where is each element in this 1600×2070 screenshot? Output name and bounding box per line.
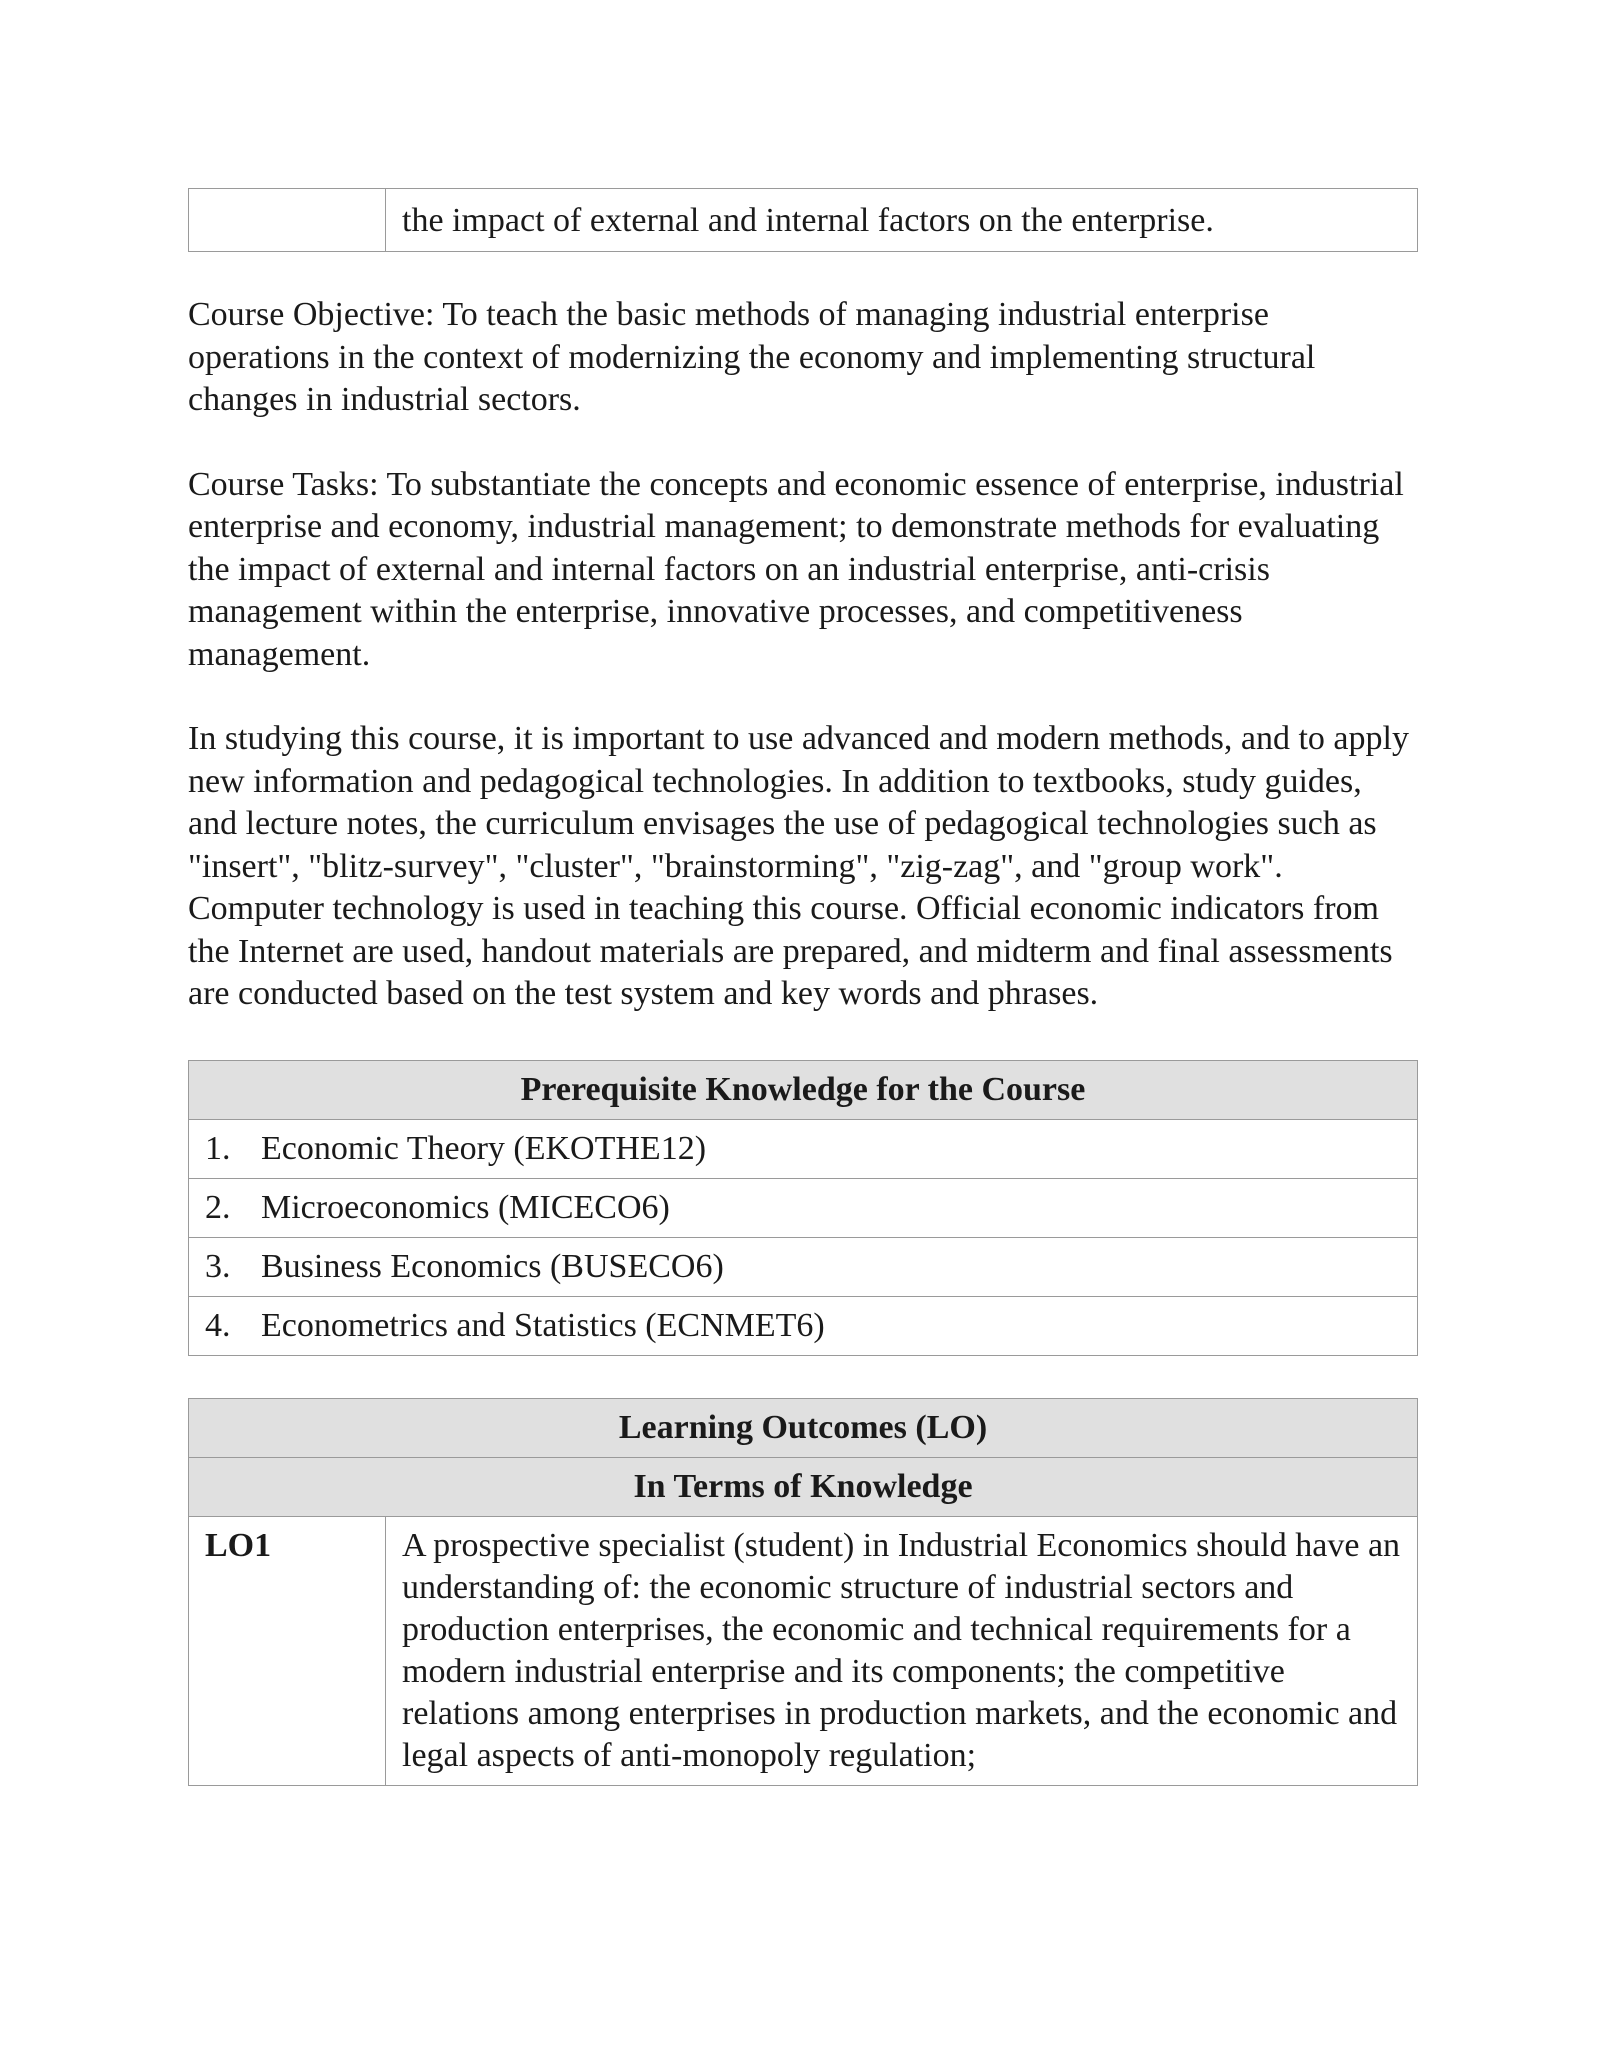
table-header-row (189, 1060, 1418, 1119)
continuation-table (188, 188, 1418, 252)
prerequisite-number: 3. (205, 1247, 231, 1285)
table-row (189, 1178, 1418, 1237)
table-header-row (189, 1398, 1418, 1457)
continuation-left-cell (189, 189, 386, 252)
table-row (189, 1296, 1418, 1355)
continuation-right-cell: the impact of external and internal factors on the enterprise. (386, 189, 1418, 252)
lo-code: LO1 (189, 1516, 386, 1785)
lo-description: A prospective specialist (student) in Industrial Economics should have an understanding of: the economic structure of industrial sectors and production enterprises, the economic and technical requirements for a modern industrial enterprise and its components; the competitive relations among enterprises in production markets, and the economic and legal aspects of anti-monopoly regulation; (386, 1516, 1418, 1785)
prerequisite-item (189, 1119, 1418, 1178)
prerequisite-text: Econometrics and Statistics (ECNMET6) (261, 1306, 825, 1344)
table-header-row (189, 1457, 1418, 1516)
prerequisite-number: 1. (205, 1129, 231, 1167)
prerequisite-item (189, 1178, 1418, 1237)
prerequisite-title: Prerequisite Knowledge for the Course (189, 1060, 1418, 1119)
prerequisite-text: Business Economics (BUSECO6) (261, 1247, 724, 1285)
table-row (189, 1119, 1418, 1178)
prerequisite-text: Microeconomics (MICECO6) (261, 1188, 670, 1226)
prerequisite-item (189, 1237, 1418, 1296)
teaching-methods-paragraph: In studying this course, it is important to use advanced and modern methods, and to apply new information and pedagogical technologies. In addition to textbooks, study guides, and lecture notes, the curriculum envisages the use of pedagogical technologies such as "insert", "blitz-survey", "cluster", "brainstorming", "zig-zag", and "group work". Computer technology is used in teaching this course. Official economic indicators from the Internet are used, handout materials are prepared, and midterm and final assessments are conducted based on the test system and key words and phrases. (188, 720, 1409, 1012)
learning-outcomes-title: Learning Outcomes (LO) (189, 1398, 1418, 1457)
learning-outcomes-table (188, 1398, 1418, 1786)
prerequisite-number: 4. (205, 1306, 231, 1344)
prerequisite-table (188, 1060, 1418, 1356)
prerequisite-number: 2. (205, 1188, 231, 1226)
document-page (188, 188, 1418, 1786)
table-row (189, 1516, 1418, 1785)
table-row (189, 1237, 1418, 1296)
table-row (189, 189, 1418, 252)
prerequisite-item (189, 1296, 1418, 1355)
learning-outcomes-subtitle: In Terms of Knowledge (189, 1457, 1418, 1516)
course-tasks-paragraph: Course Tasks: To substantiate the concepts and economic essence of enterprise, industrial enterprise and economy, industrial management; to demonstrate methods for evaluating the impact of external and internal factors on an industrial enterprise, anti-crisis management within the enterprise, innovative processes, and competitiveness management. (188, 465, 1404, 673)
prerequisite-text: Economic Theory (EKOTHE12) (261, 1129, 707, 1167)
course-objective-paragraph: Course Objective: To teach the basic methods of managing industrial enterprise operations in the context of modernizing the economy and implementing structural changes in industrial sectors. (188, 296, 1316, 418)
